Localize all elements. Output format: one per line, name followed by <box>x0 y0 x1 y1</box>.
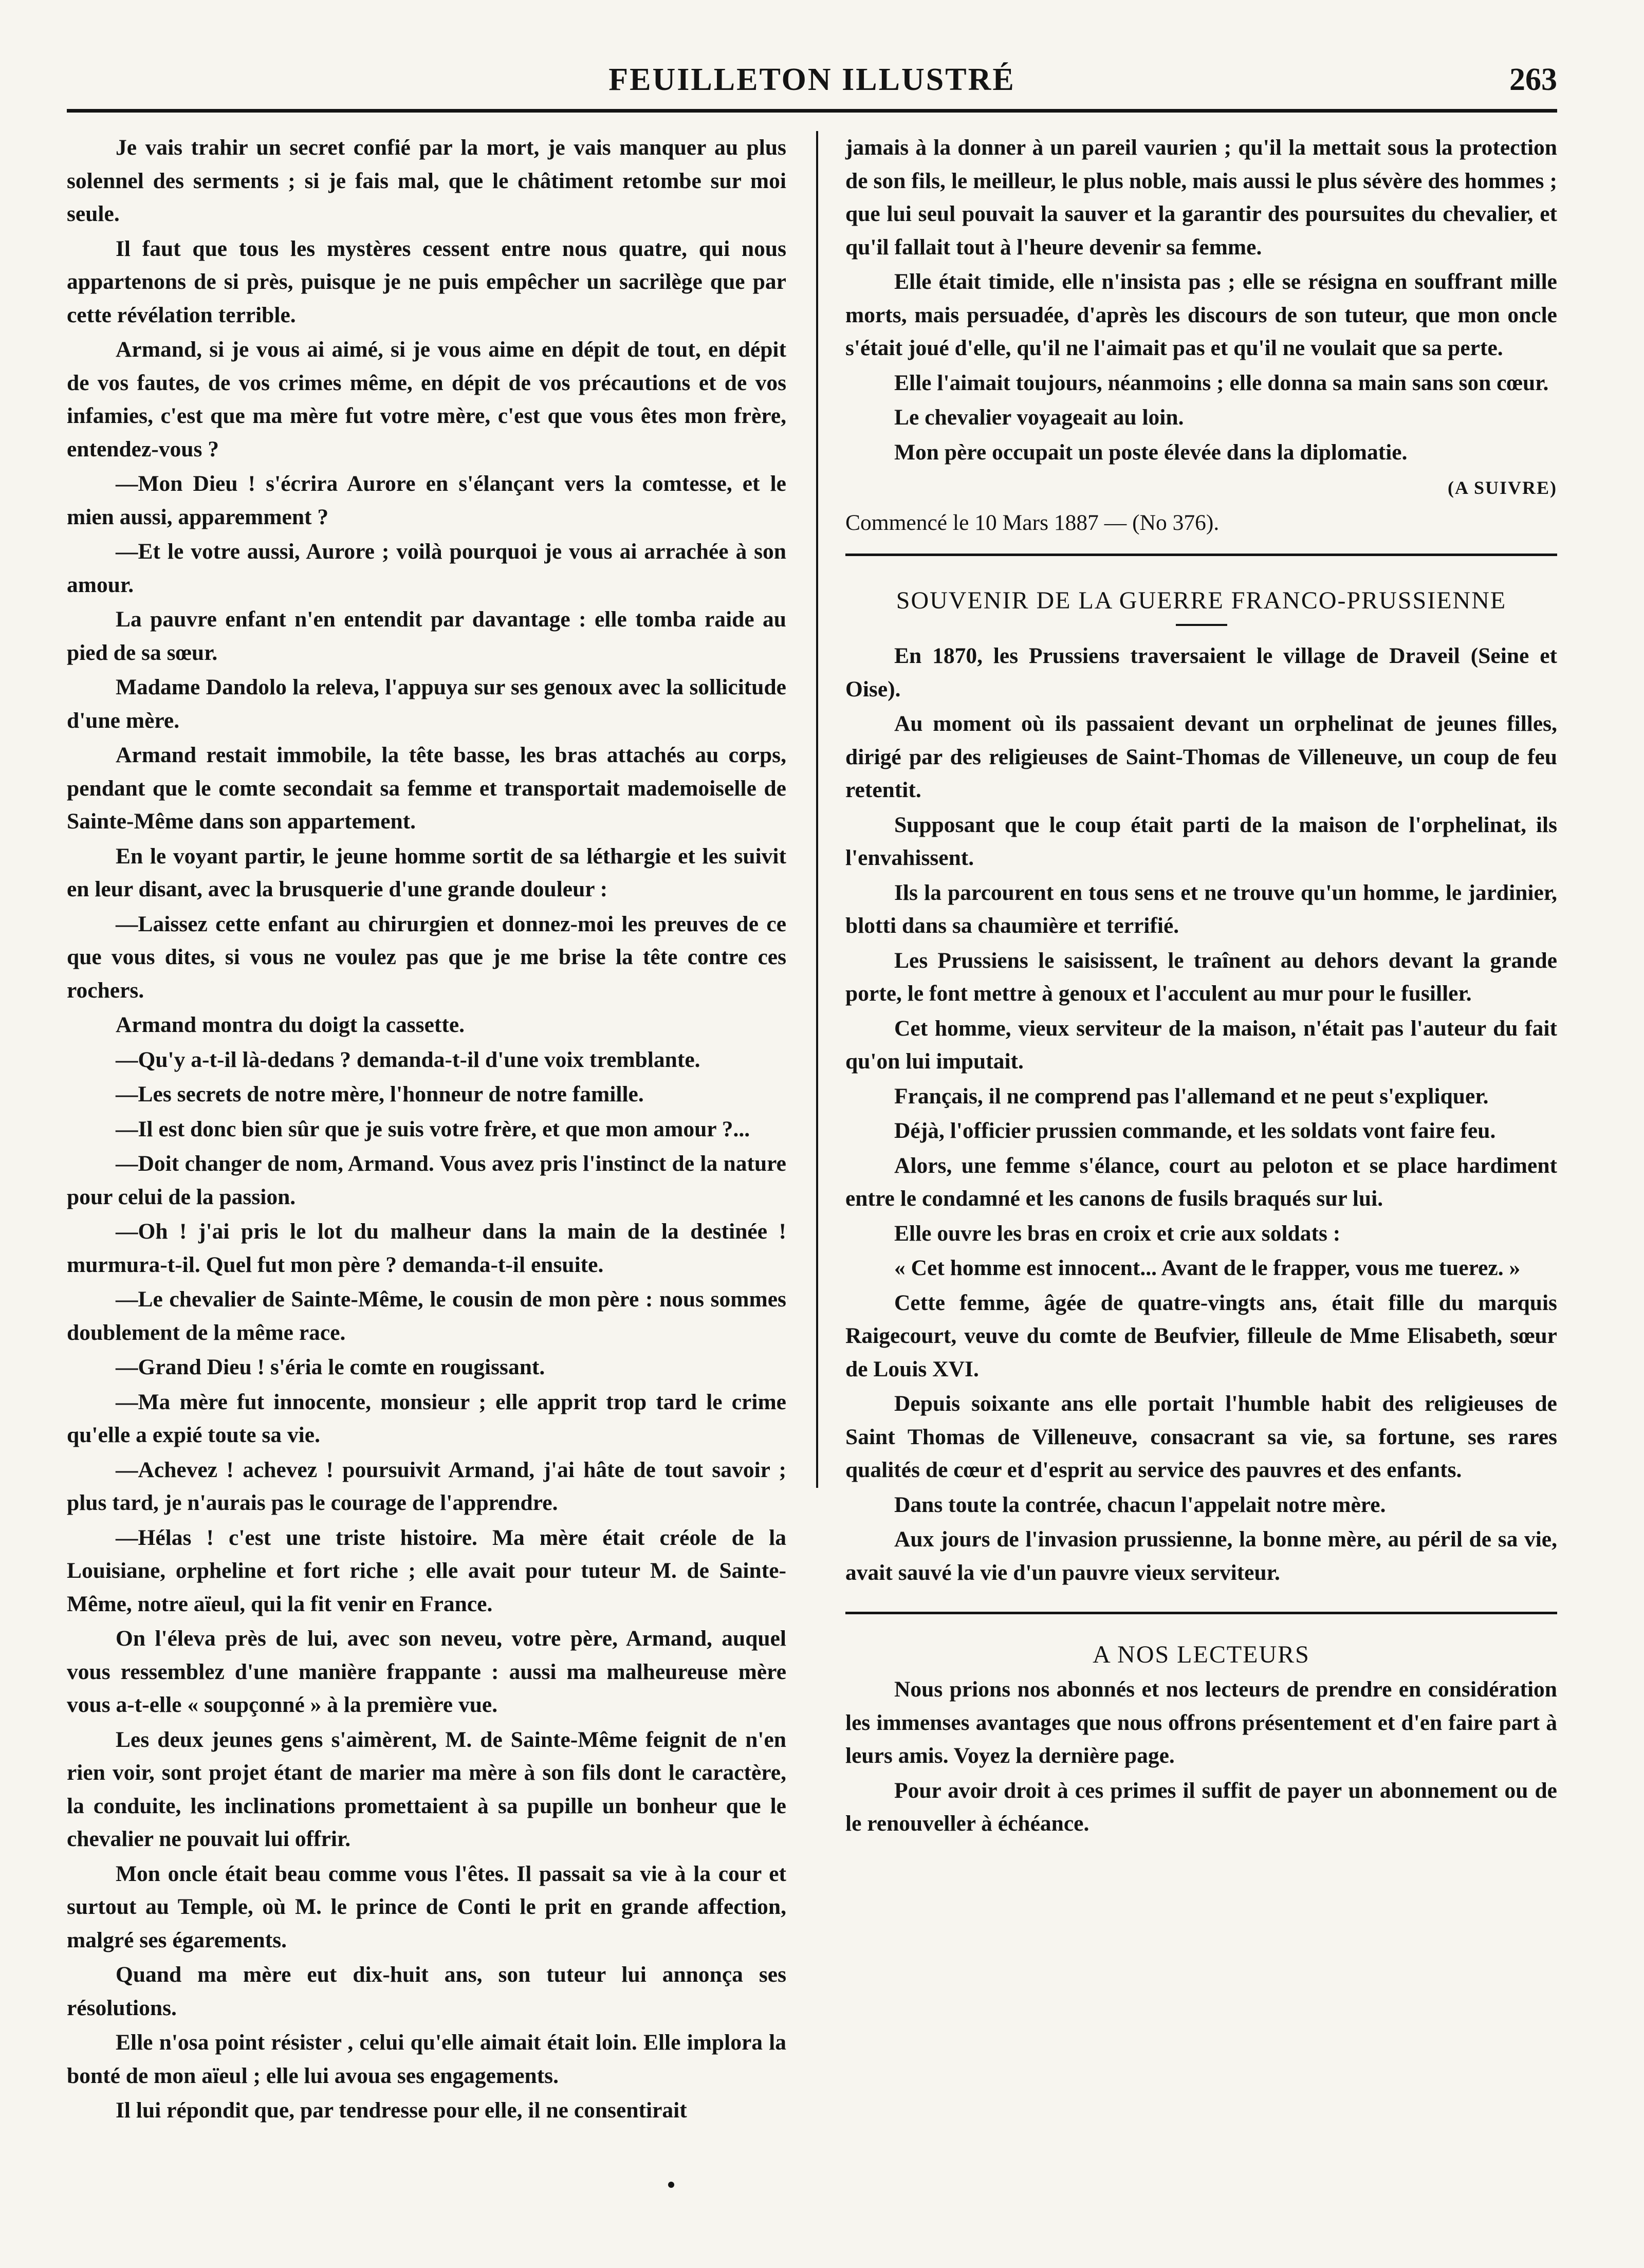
souvenir-title: SOUVENIR DE LA GUERRE FRANCO-PRUSSIENNE <box>896 587 1507 614</box>
paragraph: —Les secrets de notre mère, l'honneur de notre famille. <box>116 1082 644 1107</box>
page-title: FEUILLETON ILLUSTRÉ <box>608 62 1015 97</box>
paragraph: Il lui répondit que, par tendresse pour elle, il ne consentirait <box>116 2098 687 2123</box>
column-divider <box>816 131 818 1488</box>
paragraph: —Doit changer de nom, Armand. Vous avez pris l'instinct de la nature pour celui de la passion. <box>67 1151 786 1209</box>
paragraph: Supposant que le coup était parti de la maison de l'orphelinat, ils l'envahissent. <box>845 812 1557 870</box>
paragraph: Armand restait immobile, la tête basse, les bras attachés au corps, pendant que le comte secondait sa femme et transportait mademoiselle de Sainte-Même dans son appartement. <box>67 743 786 834</box>
paragraph: —Achevez ! achevez ! poursuivit Armand, j'ai hâte de tout savoir ; plus tard, je n'aurais pas le courage de l'apprendre. <box>67 1457 786 1515</box>
paragraph: —Mon Dieu ! s'écrira Aurore en s'élançant vers la comtesse, et le mien aussi, apparemment ? <box>67 471 786 529</box>
paragraph: —Qu'y a-t-il là-dedans ? demanda-t-il d'une voix tremblante. <box>116 1047 700 1072</box>
paragraph: Mon oncle était beau comme vous l'êtes. Il passait sa vie à la cour et surtout au Temple, où M. le prince de Conti le prit en grande affection, malgré ses égarements. <box>67 1861 786 1952</box>
right-column <box>845 131 1557 1842</box>
paragraph: On l'éleva près de lui, avec son neveu, votre père, Armand, auquel vous ressemblez d'une manière frappante : aussi ma malheureuse mère vous a-t-elle « soupçonné » à la première vue. <box>67 1626 786 1717</box>
paragraph: « Cet homme est innocent... Avant de le frapper, vous me tuerez. » <box>894 1256 1521 1280</box>
souvenir-article <box>845 583 1557 1589</box>
paragraph: Alors, une femme s'élance, court au peloton et se place hardiment entre le condamné et les canons de fusils braqués sur lui. <box>845 1153 1557 1211</box>
paragraph: —Laissez cette enfant au chirurgien et donnez-moi les preuves de ce que vous dites, si vous ne voulez pas que je me brise la tête contre ces rochers. <box>67 911 786 1003</box>
section-rule <box>845 1612 1557 1614</box>
ornament-dot <box>668 2182 674 2188</box>
paragraph: Je vais trahir un secret confié par la mort, je vais manquer au plus solennel des serments ; si je fais mal, que le châtiment retombe sur moi seule. <box>67 135 786 226</box>
paragraph: La pauvre enfant n'en entendit par davantage : elle tomba raide au pied de sa sœur. <box>67 607 786 665</box>
paragraph: —Ma mère fut innocente, monsieur ; elle apprit trop tard le crime qu'elle a expié toute sa vie. <box>67 1389 786 1447</box>
running-head <box>67 62 1557 103</box>
paragraph: Elle l'aimait toujours, néanmoins ; elle donna sa main sans son cœur. <box>894 370 1549 395</box>
paragraph: —Le chevalier de Sainte-Même, le cousin de mon père : nous sommes doublement de la même race. <box>67 1287 786 1345</box>
title-rule <box>1176 624 1227 626</box>
paragraph: Cet homme, vieux serviteur de la maison, n'était pas l'auteur du fait qu'on lui imputait. <box>845 1016 1557 1074</box>
paragraph: Cette femme, âgée de quatre-vingts ans, était fille du marquis Raigecourt, veuve du comte de Beufvier, filleule de Mme Elisabeth, sœur de Louis XVI. <box>845 1290 1557 1381</box>
a-suivre-label: (A SUIVRE) <box>1447 477 1557 498</box>
left-column <box>67 131 786 2129</box>
paragraph: Aux jours de l'invasion prussienne, la bonne mère, au péril de sa vie, avait sauvé la vie d'un pauvre vieux serviteur. <box>845 1527 1557 1585</box>
paragraph: Elle était timide, elle n'insista pas ; elle se résigna en souffrant mille morts, mais persuadée, d'après les discours de son tuteur, que mon oncle s'était joué d'elle, qu'il ne l'aimait pas et qu'il ne voulait que sa perte. <box>845 269 1557 360</box>
paragraph: —Il est donc bien sûr que je suis votre frère, et que mon amour ?... <box>116 1116 750 1141</box>
paragraph: Français, il ne comprend pas l'allemand et ne peut s'expliquer. <box>894 1083 1489 1109</box>
paragraph: Armand, si je vous ai aimé, si je vous aime en dépit de tout, en dépit de vos fautes, de vos crimes même, en dépit de vos précautions et de vos infamies, c'est que ma mère fut votre mère, c'est que vous êtes mon frère, entendez-vous ? <box>67 337 786 462</box>
paragraph: —Hélas ! c'est une triste histoire. Ma mère était créole de la Louisiane, orpheline et fort riche ; elle avait pour tuteur M. de Sainte-Même, notre aïeul, qui la fit venir en France. <box>67 1525 786 1616</box>
paragraph: En 1870, les Prussiens traversaient le village de Draveil (Seine et Oise). <box>845 643 1557 702</box>
lecteurs-notice <box>845 1637 1557 1840</box>
paragraph: Déjà, l'officier prussien commande, et les soldats vont faire feu. <box>894 1118 1496 1143</box>
paragraph: Ils la parcourent en tous sens et ne trouve qu'un homme, le jardinier, blotti dans sa chaumière et terrifié. <box>845 880 1557 938</box>
paragraph: Il faut que tous les mystères cessent entre nous quatre, qui nous appartenons de si près, puisque je ne puis empêcher un sacrilège que par cette révélation terrible. <box>67 236 786 327</box>
paragraph: Armand montra du doigt la cassette. <box>116 1012 465 1037</box>
paragraph: Nous prions nos abonnés et nos lecteurs de prendre en considération les immenses avantages que nous offrons présentement et d'en faire part à leurs amis. Voyez la dernière page. <box>845 1677 1557 1768</box>
paragraph: Le chevalier voyageait au loin. <box>894 405 1184 430</box>
section-rule <box>845 554 1557 556</box>
a-suivre-note <box>845 470 1557 505</box>
paragraph: Au moment où ils passaient devant un orphelinat de jeunes filles, dirigé par des religieuses de Saint-Thomas de Villeneuve, un coup de feu retentit. <box>845 711 1557 802</box>
paragraph: —Oh ! j'ai pris le lot du malheur dans la main de la destinée ! murmura-t-il. Quel fut mon père ? demanda-t-il ensuite. <box>67 1219 786 1277</box>
paragraph: —Et le votre aussi, Aurore ; voilà pourquoi je vous ai arrachée à son amour. <box>67 539 786 597</box>
paragraph: jamais à la donner à un pareil vaurien ; qu'il la mettait sous la protection de son fils, le meilleur, le plus noble, mais aussi le plus sévère des hommes ; que lui seul pouvait la sauver et la garantir des poursuites du chevalier, et qu'il fallait tout à l'heure devenir sa femme. <box>845 135 1557 260</box>
page-number: 263 <box>1509 62 1557 97</box>
paragraph: Les deux jeunes gens s'aimèrent, M. de Sainte-Même feignit de n'en rien voir, sont projet étant de marier ma mère à son fils dont le caractère, la conduite, les inclinations promettaient à sa pupille un bonheur que le chevalier ne pouvait lui offrir. <box>67 1727 786 1851</box>
paragraph: Quand ma mère eut dix-huit ans, son tuteur lui annonça ses résolutions. <box>67 1962 786 2020</box>
paragraph: —Grand Dieu ! s'éria le comte en rougissant. <box>116 1355 545 1379</box>
paragraph: En le voyant partir, le jeune homme sortit de sa léthargie et les suivit en leur disant, avec la brusquerie d'une grande douleur : <box>67 843 786 901</box>
lecteurs-title: A NOS LECTEURS <box>1093 1641 1310 1668</box>
paragraph: Depuis soixante ans elle portait l'humble habit des religieuses de Saint Thomas de Villeneuve, consacrant sa vie, sa fortune, ses rares qualités de cœur et d'esprit au service des pauvres et des enfants. <box>845 1391 1557 1482</box>
paragraph: Pour avoir droit à ces primes il suffit de payer un abonnement ou de le renouveller à échéance. <box>845 1778 1557 1836</box>
paragraph: Madame Dandolo la releva, l'appuya sur ses genoux avec la sollicitude d'une mère. <box>67 675 786 733</box>
paragraph: Mon père occupait un poste élevée dans la diplomatie. <box>894 439 1408 465</box>
paragraph: Dans toute la contrée, chacun l'appelait notre mère. <box>894 1492 1386 1517</box>
header-rule <box>67 109 1557 113</box>
paragraph: Elle n'osa point résister , celui qu'elle aimait était loin. Elle implora la bonté de mon aïeul ; elle lui avoua ses engagements. <box>67 2030 786 2088</box>
paragraph: Les Prussiens le saisissent, le traînent au dehors devant la grande porte, le font mettre à genoux et l'acculent au mur pour le fusiller. <box>845 948 1557 1006</box>
commence-note: Commencé le 10 Mars 1887 — (No 376). <box>845 510 1220 535</box>
paragraph: Elle ouvre les bras en croix et crie aux soldats : <box>894 1221 1341 1246</box>
